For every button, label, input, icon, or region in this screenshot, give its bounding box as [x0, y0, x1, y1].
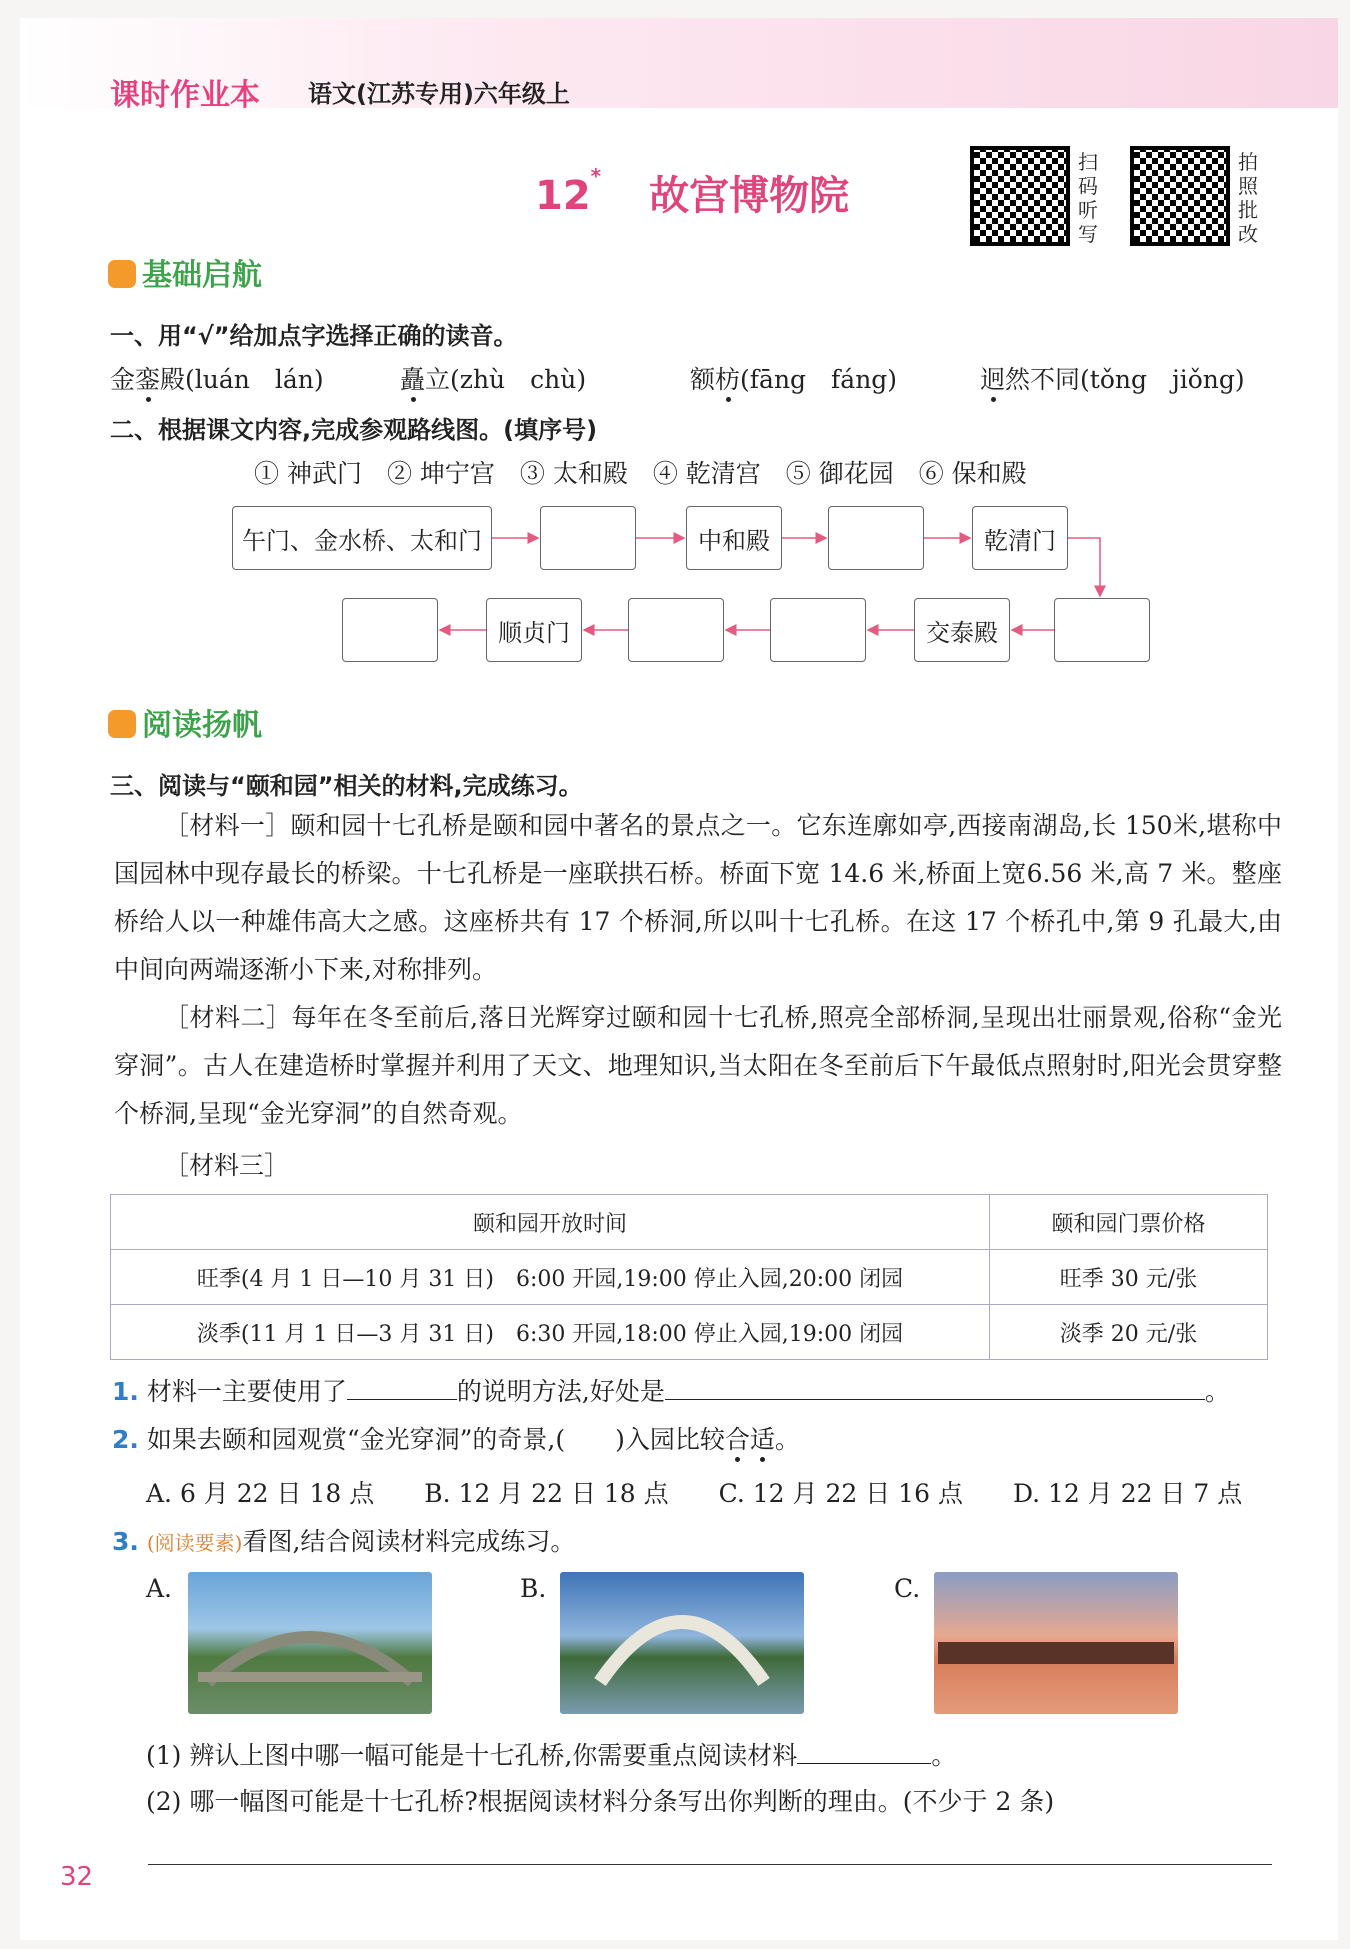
section-basic-label: 基础启航 — [142, 258, 262, 293]
material-2: ［材料二］每年在冬至前后,落日光辉穿过颐和园十七孔桥,照亮全部桥洞,呈现出壮丽景观,俗称“金光穿洞”。古人在建造桥时掌握并利用了天文、地理知识,当太阳在冬至前后下午最低点照射时,阳光会贯穿整个桥洞,呈现“金光穿洞”的自然奇观。 — [114, 1003, 1283, 1128]
bridge-photo-a[interactable] — [188, 1572, 432, 1714]
table-header: 颐和园开放时间 — [111, 1195, 990, 1250]
q1-item-3: 额枋(fāng fáng) — [690, 365, 898, 394]
bridge-photo-c[interactable] — [934, 1572, 1178, 1714]
qr-label-listen: 扫码听写 — [1078, 150, 1098, 246]
lesson-mark: * — [590, 164, 602, 188]
qr-label-photo: 拍照批改 — [1238, 150, 1258, 246]
route-box: 乾清门 — [972, 506, 1068, 570]
material-3-label: ［材料三］ — [164, 1151, 290, 1180]
section-reading-label: 阅读扬帆 — [142, 708, 262, 743]
lesson-number: 12 — [535, 173, 591, 219]
sub-question-2: 2. 如果去颐和园观赏“金光穿洞”的奇景,( )入园比较合适。 — [112, 1425, 800, 1454]
sub-question-1: 1. 材料一主要使用了 的说明方法,好处是 。 — [112, 1377, 1230, 1406]
section-icon — [108, 710, 136, 738]
lesson-name: 故宫博物院 — [649, 173, 850, 219]
brand-title: 课时作业本 — [110, 78, 260, 113]
q2-options: ① 神武门 ② 坤宁宫 ③ 太和殿 ④ 乾清宫 ⑤ 御花园 ⑥ 保和殿 — [254, 459, 1027, 488]
photo-label-c: C. — [894, 1574, 921, 1603]
table-cell: 旺季(4 月 1 日—10 月 31 日) 6:00 开园,19:00 停止入园,20:00 闭园 — [111, 1250, 990, 1305]
table-cell: 淡季(11 月 1 日—3 月 31 日) 6:30 开园,18:00 停止入园,19:00 闭园 — [111, 1305, 990, 1360]
route-box: 顺贞门 — [486, 598, 582, 662]
q3-heading: 三、阅读与“颐和园”相关的材料,完成练习。 — [110, 772, 583, 800]
answer-blank[interactable] — [665, 1377, 1205, 1400]
section-reading — [108, 700, 262, 744]
sub-question-3-2: (2) 哪一幅图可能是十七孔桥?根据阅读材料分条写出你判断的理由。(不少于 2 条) — [146, 1787, 1055, 1816]
route-box: 午门、金水桥、太和门 — [232, 506, 492, 570]
q2-heading: 二、根据课文内容,完成参观路线图。(填序号) — [110, 416, 598, 444]
q1-heading: 一、用“√”给加点字选择正确的读音。 — [110, 322, 518, 350]
photo-label-a: A. — [146, 1574, 173, 1603]
sub-question-3-1: (1) 辨认上图中哪一幅可能是十七孔桥,你需要重点阅读材料 。 — [146, 1741, 957, 1770]
q1-item-4: 迥然不同(tǒng jiǒng) — [980, 365, 1245, 394]
answer-blank[interactable] — [347, 1377, 457, 1400]
answer-line[interactable] — [148, 1864, 1272, 1865]
route-box: 交泰殿 — [914, 598, 1010, 662]
material-3-table — [110, 1194, 1268, 1360]
answer-blank[interactable] — [797, 1741, 931, 1764]
bridge-photo-b[interactable] — [560, 1572, 804, 1714]
route-box: 中和殿 — [686, 506, 782, 570]
material-1: ［材料一］颐和园十七孔桥是颐和园中著名的景点之一。它东连廓如亭,西接南湖岛,长 150米,堪称中国园林中现存最长的桥梁。十七孔桥是一座联拱石桥。桥面下宽 14.6 米,桥面上宽6.56 米,高 7 米。整座桥给人以一种雄伟高大之感。这座桥共有 17 个桥洞,所以叫十七孔桥。在这 17 个桥孔中,第 9 孔最大,由中间向两端逐渐小下来,对称排列。 — [114, 811, 1283, 984]
q1-item-1: 金銮殿(luán lán) — [110, 365, 324, 394]
sub-question-2-choices: A. 6 月 22 日 18 点 B. 12 月 22 日 18 点 C. 12 月 22 日 16 点 D. 12 月 22 日 7 点 — [146, 1479, 1243, 1508]
page-number: 32 — [60, 1862, 94, 1892]
book-title: 语文(江苏专用)六年级上 — [308, 80, 570, 108]
sub-question-3: 3. (阅读要素)看图,结合阅读材料完成练习。 — [112, 1527, 576, 1556]
table-cell: 淡季 20 元/张 — [990, 1305, 1268, 1360]
table-header: 颐和园门票价格 — [990, 1195, 1268, 1250]
q1-item-2: 矗立(zhù chù) — [400, 365, 587, 394]
photo-label-b: B. — [520, 1574, 547, 1603]
route-arrows — [0, 0, 1350, 700]
table-cell: 旺季 30 元/张 — [990, 1250, 1268, 1305]
